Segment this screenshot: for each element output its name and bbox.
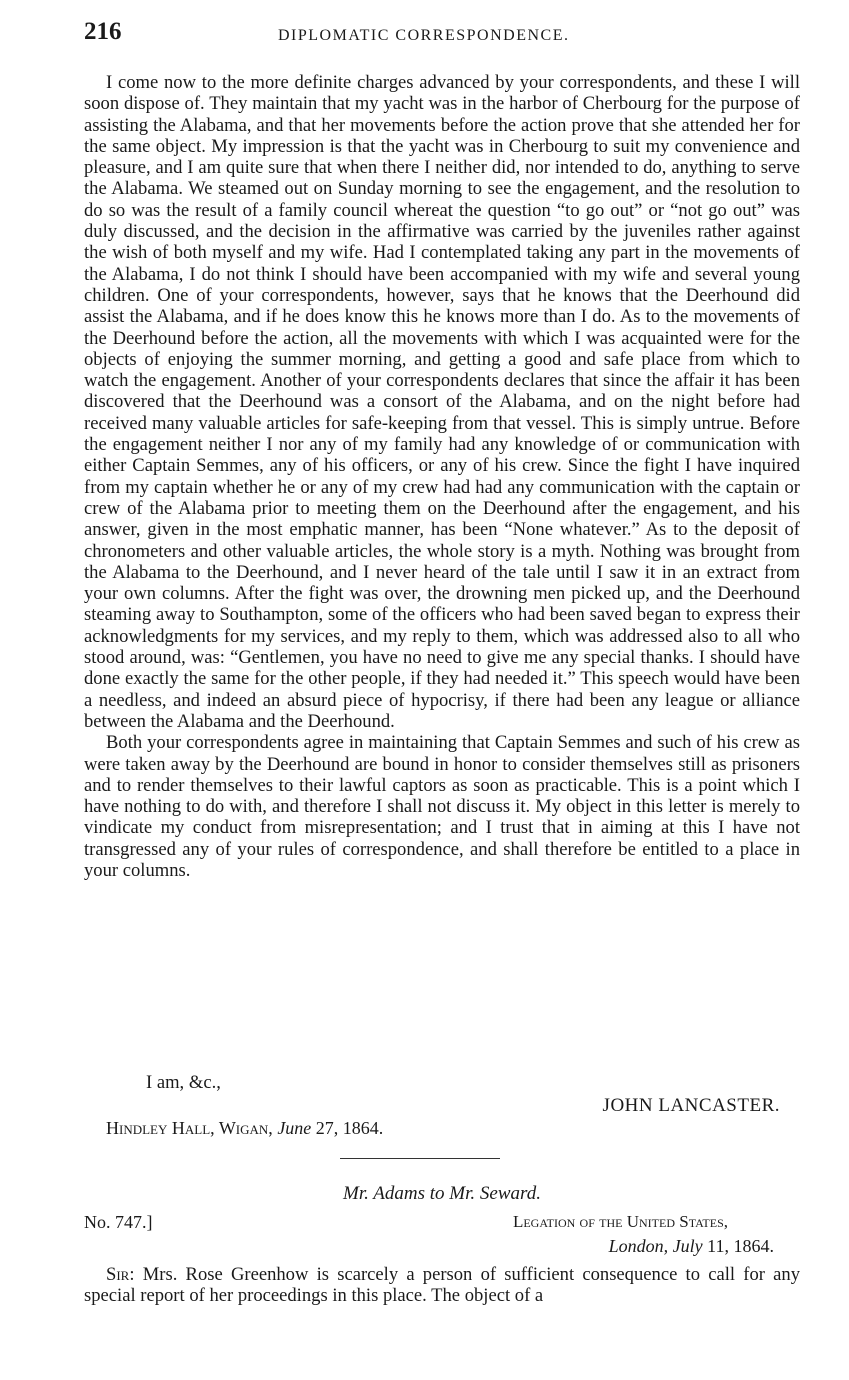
closing: I am, &c., (146, 1072, 221, 1093)
running-head: DIPLOMATIC CORRESPONDENCE. (278, 27, 570, 44)
place-month: London, July (608, 1236, 703, 1256)
dateline-place: Hindley Hall, Wigan, (106, 1118, 273, 1138)
page-number: 216 (84, 18, 122, 45)
letter-number: No. 747.] (84, 1212, 153, 1232)
opening-text: Mrs. Rose Greenhow is scarcely a person of sufficient consequence to call for any special report of her proceedings in this place. The object of a (84, 1264, 800, 1307)
paragraph-2: Both your correspondents agree in maintaining that Captain Semmes and such of his crew as were taken away by the Deerhound are bound in honor to consider themselves still as prisoners and to render themselves to their lawful captors as soon as practicable. This is a point which I have nothing to do with, and therefore I shall not discuss it. My object in this letter is merely to vindicate my conduct from misrepresentation; and I trust that in aiming at this I have not transgressed any of your rules of correspondence, and shall therefore be entitled to a place in your columns. (84, 732, 800, 881)
section-divider (340, 1158, 500, 1159)
dateline (106, 1118, 383, 1139)
letter-body-text (84, 72, 800, 881)
page-header (84, 18, 800, 54)
dateline-month: June (277, 1118, 312, 1138)
next-letter-opening (84, 1264, 800, 1307)
letter-heading: Mr. Adams to Mr. Seward. (343, 1183, 541, 1204)
legation-line: Legation of the United States, (512, 1212, 728, 1231)
signature: JOHN LANCASTER. (602, 1095, 780, 1116)
paragraph-1: I come now to the more definite charges advanced by your correspondents, and these I will soon dispose of. They maintain that my yacht was in the harbor of Cherbourg for the purpose of assisting the Alabama, and that her movements before the action prove that she attended her for the same object. My impression is that the yacht was in Cherbourg to suit my convenience and pleasure, and I am quite sure that when there I neither did, nor intended to do, anything to serve the Alabama. We steamed out on Sunday morning to see the engagement, and the resolution to do so was the result of a family council whereat the question “to go out” or “not go out” was duly discussed, and the decision in the affirmative was carried by the juveniles rather against the wish of both myself and my wife. Had I contemplated taking any part in the movements of the Alabama, I do not think I should have been accompanied with my wife and several young children. One of your correspondents, however, says that he knows that the Deerhound did assist the Alabama, and if he does know this he knows more than I do. As to the movements of the Deerhound before the action, all the movements with which I was acquainted were for the objects of enjoying the summer morning, and getting a good and safe place from which to watch the engagement. Another of your correspondents declares that since the affair it has been discovered that the Deerhound was a consort of the Alabama, and on the night before had received many valuable articles for safe-keeping from that vessel. This is simply untrue. Before the engagement neither I nor any of my family had any knowledge of or communication with either Captain Semmes, any of his officers, or any of his crew. Since the fight I have inquired from my captain whether he or any of my crew had had any communication with the captain or crew of the Alabama prior to meeting them on the Deerhound after the engagement, and his answer, given in the most emphatic manner, has been “None whatever.” As to the deposit of chronometers and other valuable articles, the whole story is a myth. Nothing was brought from the Alabama to the Deerhound, and I never heard of the tale until I saw it in an extract from your own columns. After the fight was over, the drowning men picked up, and the Deerhound steaming away to Southampton, some of the officers who had been saved began to express their acknowledgments for my services, and my reply to them, which was addressed also to all who stood around, was: “Gentlemen, you have no need to give me any special thanks. I should have done exactly the same for the other people, if they had needed it.” This speech would have been a needless, and indeed an absurd piece of hypocrisy, if there had been any league or alliance between the Alabama and the Deerhound. (84, 72, 800, 732)
date-rest: 11, 1864. (707, 1236, 774, 1256)
place-date (609, 1236, 774, 1257)
dateline-day: 27, 1864. (315, 1118, 384, 1138)
salutation: Sir: (106, 1264, 135, 1285)
